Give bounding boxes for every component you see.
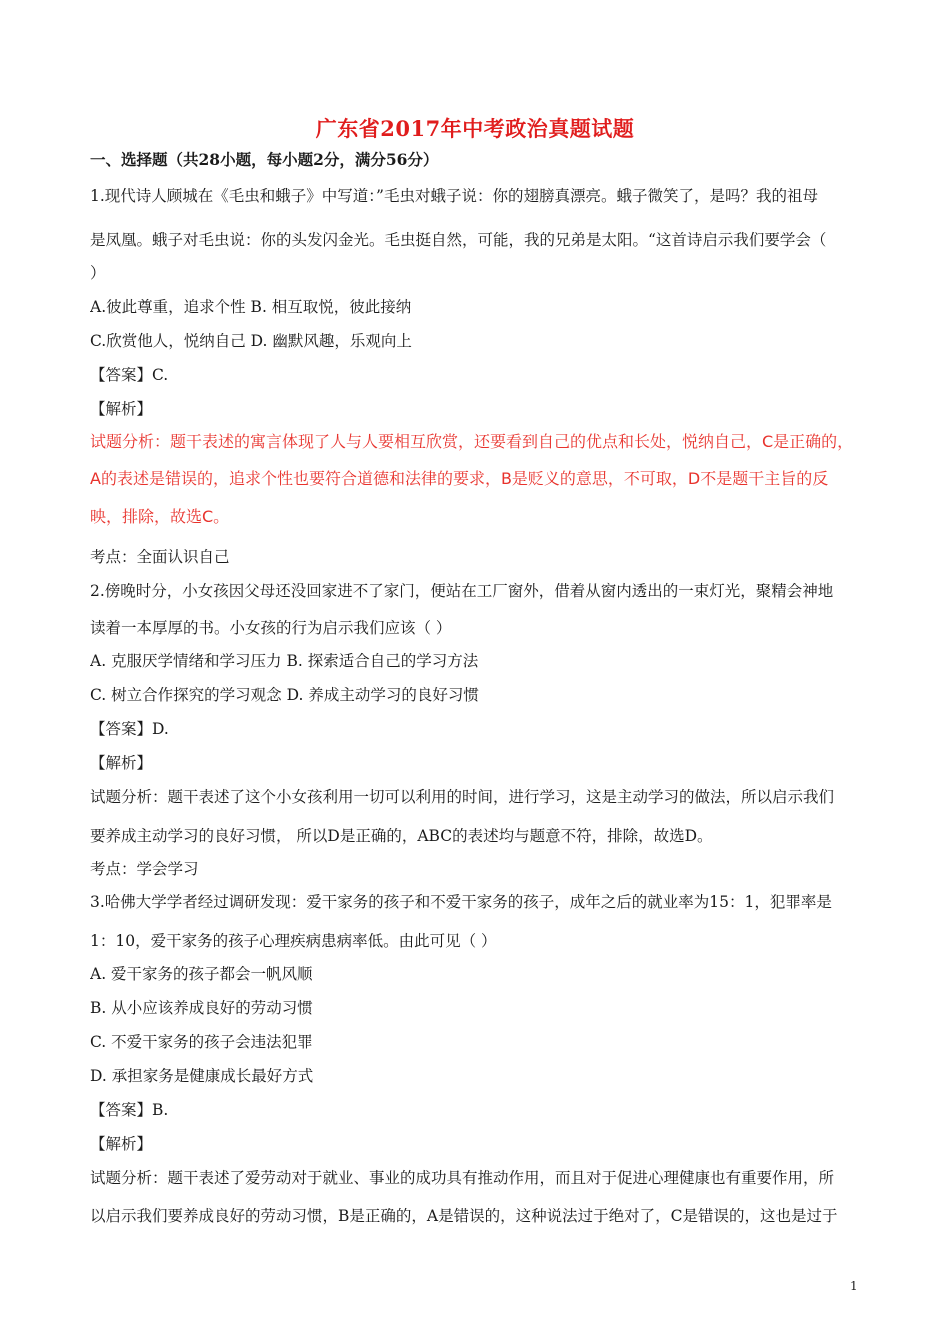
question-3-option-d: D. 承担家务是健康成长最好方式 [90, 1067, 314, 1085]
page-title: 广东省2017年中考政治真题试题 [315, 116, 635, 141]
question-2-stem-line-1: 2.傍晚时分，小女孩因父母还没回家进不了家门，便站在工厂窗外，借着从窗内透出的一束灯光，聚精会神地 [90, 582, 834, 600]
question-2-analysis-line-1: 试题分析：题干表述了这个小女孩利用一切可以利用的时间，进行学习，这是主动学习的做法，所以启示我们 [90, 788, 835, 806]
question-1-analysis-line-2: A的表述是错误的，追求个性也要符合道德和法律的要求，B是贬义的意思，不可取，D不是题干主旨的反 [90, 469, 829, 488]
question-2-analysis-label: 【解析】 [90, 754, 153, 772]
question-3-stem-line-2: 1：10，爱干家务的孩子心理疾病患病率低。由此可见（ ） [90, 932, 497, 950]
question-2-stem-line-2: 读着一本厚厚的书。小女孩的行为启示我们应该（ ） [90, 619, 452, 637]
question-1-analysis-line-1: 试题分析：题干表述的寓言体现了人与人要相互欣赏，还要看到自己的优点和长处，悦纳自己，C是正确的， [90, 432, 854, 451]
question-2-options-ab: A. 克服厌学情绪和学习压力 B. 探索适合自己的学习方法 [90, 652, 479, 670]
question-3-analysis-line-1: 试题分析：题干表述了爱劳动对于就业、事业的成功具有推动作用，而且对于促进心理健康也有重要作用，所 [90, 1169, 835, 1187]
question-2-answer: 【答案】D. [90, 720, 169, 738]
question-3-option-b: B. 从小应该养成良好的劳动习惯 [90, 999, 313, 1017]
section-heading: 一、选择题（共28小题，每小题2分，满分56分） [90, 150, 439, 169]
question-1-options-cd: C.欣赏他人，悦纳自己 D. 幽默风趣，乐观向上 [90, 332, 412, 350]
question-3-stem-line-1: 3.哈佛大学学者经过调研发现：爱干家务的孩子和不爱干家务的孩子，成年之后的就业率为15：1，犯罪率是 [90, 893, 832, 911]
question-1-options-ab: A.彼此尊重，追求个性 B. 相互取悦，彼此接纳 [90, 298, 412, 316]
question-1-answer: 【答案】C. [90, 366, 169, 384]
question-1-analysis-label: 【解析】 [90, 400, 153, 418]
question-3-answer: 【答案】B. [90, 1101, 169, 1119]
question-3-option-a: A. 爱干家务的孩子都会一帆风顺 [90, 965, 313, 983]
question-3-analysis-line-2: 以启示我们要养成良好的劳动习惯，B是正确的，A是错误的，这种说法过于绝对了，C是错误的，这也是过于 [90, 1207, 838, 1225]
question-1-stem-line-3: ） [90, 264, 106, 282]
question-1-knowledge-point: 考点：全面认识自己 [90, 548, 230, 566]
question-1-analysis-line-3: 映，排除，故选C。 [90, 507, 230, 526]
question-1-stem-line-1: 1.现代诗人顾城在《毛虫和蛾子》中写道：”毛虫对蛾子说：你的翅膀真漂亮。蛾子微笑了，是吗？我的祖母 [90, 187, 818, 205]
question-3-option-c: C. 不爱干家务的孩子会违法犯罪 [90, 1033, 313, 1051]
question-2-knowledge-point: 考点：学会学习 [90, 860, 199, 878]
page-number: 1 [850, 1279, 858, 1293]
question-1-stem-line-2: 是凤凰。蛾子对毛虫说：你的头发闪金光。毛虫挺自然，可能，我的兄弟是太阳。“这首诗启示我们要学会（ [90, 231, 827, 249]
question-2-analysis-line-2: 要养成主动学习的良好习惯， 所以D是正确的，ABC的表述均与题意不符，排除，故选D。 [90, 827, 713, 845]
question-2-options-cd: C. 树立合作探究的学习观念 D. 养成主动学习的良好习惯 [90, 686, 479, 704]
question-3-analysis-label: 【解析】 [90, 1135, 153, 1153]
